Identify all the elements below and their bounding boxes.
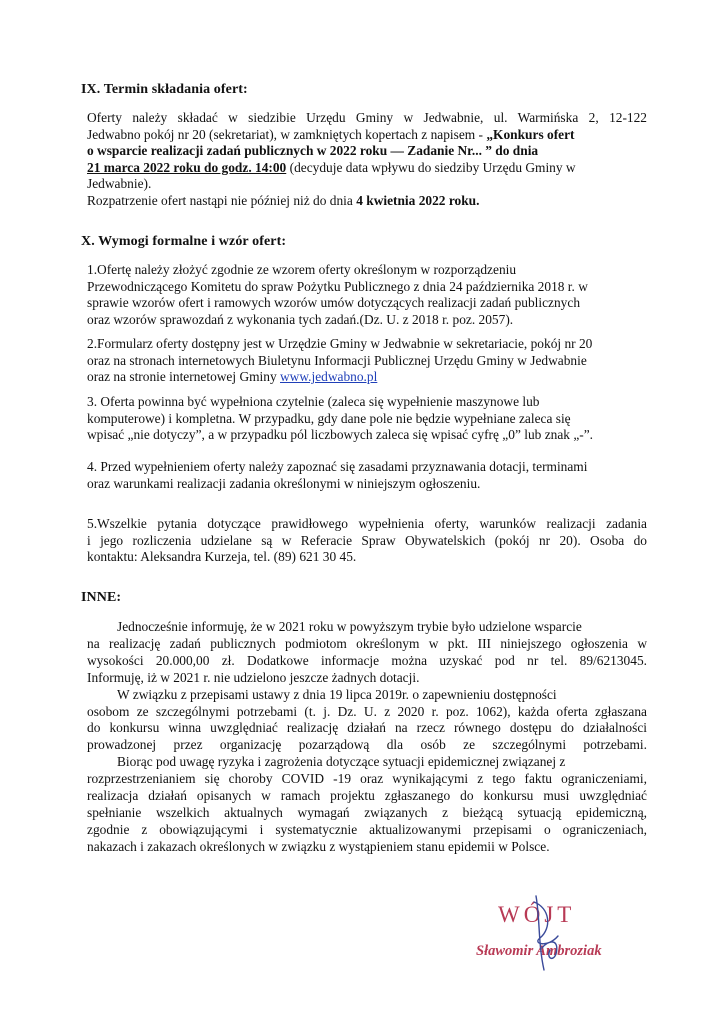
text-line [87,193,647,210]
text-span: (decyduje data wpływu do siedziby Urzędu Gminy w [286,159,576,175]
text-line: oraz wzorów sprawozdań z wykonania tych zadań.(Dz. U. z 2018 r. poz. 2057). [87,311,514,327]
text-span: oraz na stronie internetowej Gminy [87,369,280,385]
section-x-item-5 [87,516,647,566]
text-line: 4. Przed wypełnieniem oferty należy zapoznać się zasadami przyznawania dotacji, terminami [87,459,588,474]
section-heading-x: X. Wymogi formalne i wzór ofert: [81,234,287,249]
text-line: Oferty należy składać w siedzibie Urzędu Gminy w Jedwabnie, ul. Warmińska 2, 12-122 [87,110,647,125]
stamp-title: WÓJT [498,902,576,927]
text-line: Biorąc pod uwagę ryzyka i zagrożenia dotyczące sytuacji epidemicznej związanej z [117,754,566,770]
text-line [87,127,647,144]
text-line: do konkursu winna uwzględniać realizację działań na rzecz równego dostępu do działalności [87,720,647,736]
text-line: kontaktu: Aleksandra Kurzeja, tel. (89) 621 30 45. [87,549,357,565]
website-link[interactable]: www.jedwabno.pl [280,369,378,385]
text-line: osobom ze szczególnymi potrzebami (t. j. Dz. U. z 2020 r. poz. 1062), każda oferta zgłaszana [87,703,647,719]
section-x-item-3 [87,394,647,444]
deadline-text: 21 marca 2022 roku do godz. 14:00 [87,159,287,175]
text-line: realizacja działań opisanych w ramach projektu zgłaszanego do konkursu musi uwzględniać [87,788,647,804]
text-line: 3. Oferta powinna być wypełniona czytelnie (zaleca się wypełnienie maszynowe lub [87,394,540,409]
bold-text: „Konkurs ofert [486,126,575,142]
text-line: Jedwabnie). [87,176,152,192]
text-line: i jego rozliczenia udzielane są w Referacie Spraw Obywatelskich (pokój nr 20). Osoba do [87,532,647,548]
stamp-name: Sławomir Ambroziak [476,943,602,959]
section-heading-ix: IX. Termin składania ofert: [81,82,248,97]
section-x-item-4 [87,459,647,492]
text-line: wpisać „nie dotyczy”, a w przypadku pól liczbowych zaleca się wpisać cyfrę „0” lub znak „-”. [87,427,594,443]
signature-stamp [478,888,648,978]
text-line [87,369,647,386]
text-line: Przewodniczącego Komitetu do spraw Pożytku Publicznego z dnia 24 października 2018 r. w [87,278,588,294]
text-line: Informuję, iż w 2021 r. nie udzielono jeszcze żadnych dotacji. [87,669,420,685]
section-heading-inne: INNE: [81,590,122,605]
text-line: oraz na stronach internetowych Biuletynu Informacji Publicznej Urzędu Gminy w Jedwabnie [87,352,587,368]
text-line: spełnianie wszelkich aktualnych wymagań związanych z bieżącą sytuacją epidemiczną, [87,804,647,820]
section-ix-body [87,110,647,210]
text-line: 5.Wszelkie pytania dotyczące prawidłowego wypełnienia oferty, warunków realizacji zadania [87,516,647,531]
text-line: sprawie wzorów ofert i ramowych wzorów umów dotyczących realizacji zadań publicznych [87,295,581,311]
text-line: na realizację zadań publicznych podmiotom określonym w pkt. III niniejszego ogłoszenia w [87,635,647,651]
text-span: Rozpatrzenie ofert nastąpi nie później niż do dnia [87,192,357,208]
bold-text: 4 kwietnia 2022 roku. [356,192,480,208]
handwritten-signature-icon [478,888,648,978]
text-line: 2.Formularz oferty dostępny jest w Urzędzie Gminy w Jedwabnie w sekretariacie, pokój nr 20 [87,336,593,351]
text-line: W związku z przepisami ustawy z dnia 19 lipca 2019r. o zapewnieniu dostępności [117,686,557,702]
text-span: Jedwabno pokój nr 20 (sekretariat), w zamkniętych kopertach z napisem - [87,126,487,142]
text-line: Jednocześnie informuję, że w 2021 roku w powyższym trybie było udzielone wsparcie [117,619,582,634]
text-line: nakazach i zakazach określonych w związku z wystąpieniem stanu epidemii w Polsce. [87,838,550,854]
text-line: wysokości 20.000,00 zł. Dodatkowe informacje można uzyskać pod nr tel. 89/6213045. [87,652,647,668]
text-line: oraz warunkami realizacji zadania określonymi w niniejszym ogłoszeniu. [87,475,481,491]
inne-body [87,619,647,856]
section-x-item-2 [87,336,647,386]
text-line: komputerowe) i kompletna. W przypadku, gdy dane pole nie będzie wypełniane zaleca się [87,410,571,426]
text-line: zgodnie z obowiązującymi i systematycznie aktualizowanymi przepisami o ograniczeniach, [87,821,647,837]
text-line: prowadzonej przez organizację pozarządową dla osób ze szczególnymi potrzebami. [87,737,647,753]
bold-line: o wsparcie realizacji zadań publicznych w 2022 roku — Zadanie Nr... ” do dnia [87,143,539,159]
text-line: rozprzestrzenianiem się choroby COVID -19 oraz wynikającymi z tego faktu ograniczeniami, [87,771,647,787]
text-line [87,160,647,177]
text-line: 1.Ofertę należy złożyć zgodnie ze wzorem oferty określonym w rozporządzeniu [87,262,517,277]
section-x-item-1 [87,262,647,328]
